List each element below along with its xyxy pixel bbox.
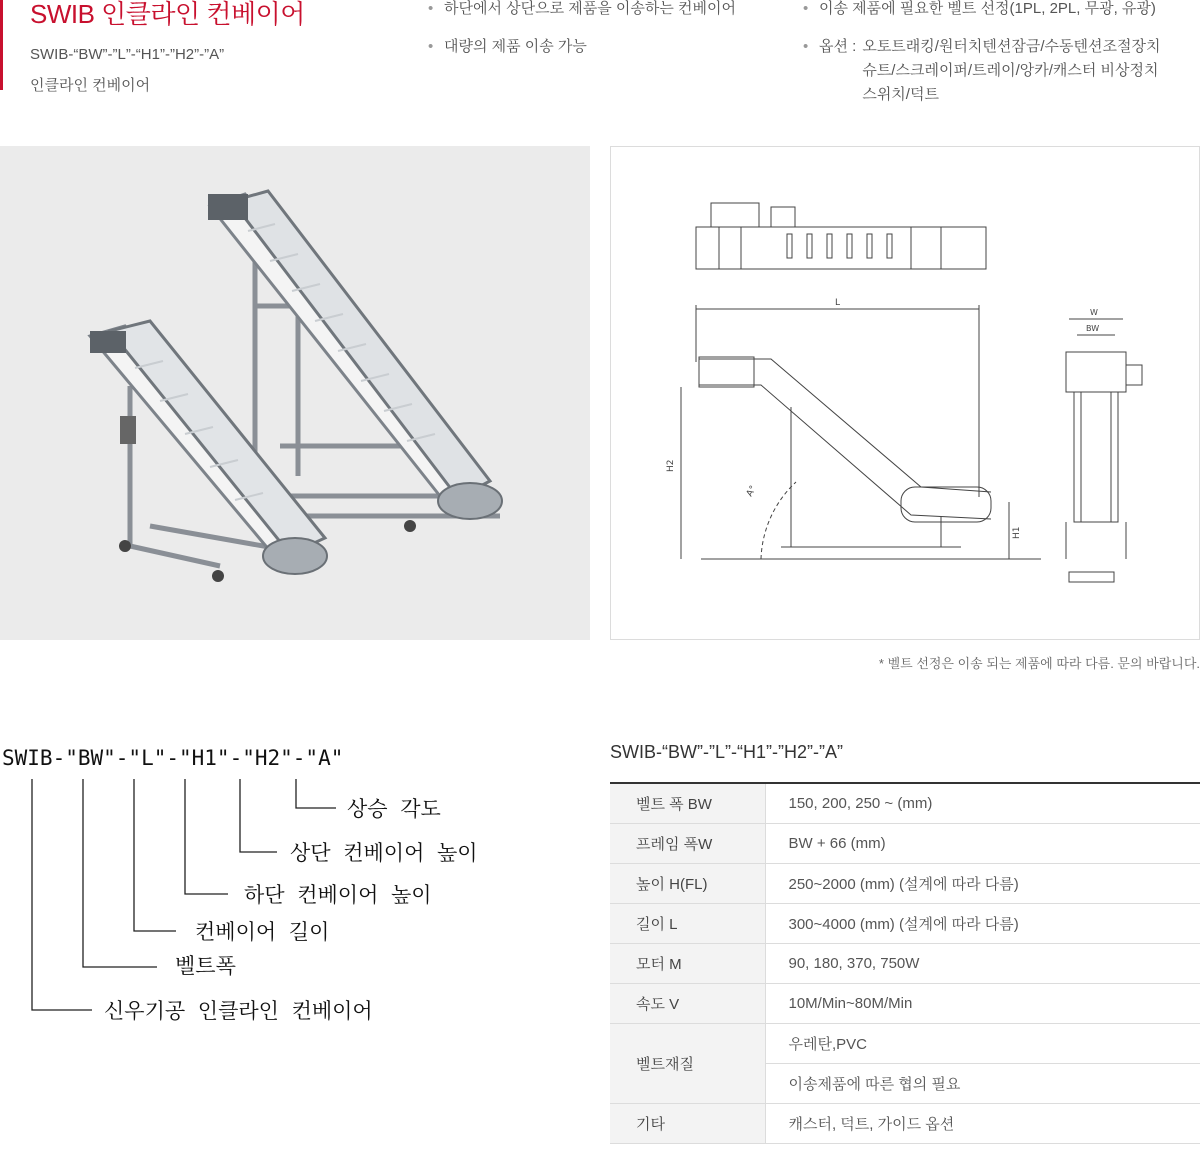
spec-table <box>610 782 1200 1144</box>
drawing-illustration <box>611 147 1199 639</box>
options-label: 옵션 : <box>819 38 857 55</box>
feature-list <box>428 0 768 73</box>
spec-label: 길이 L <box>610 904 765 944</box>
spec-label: 벨트재질 <box>610 1024 765 1104</box>
drawing-angle-label: A° <box>744 484 759 499</box>
spec-value: BW + 66 (mm) <box>765 824 1200 864</box>
conveyor-photo-illustration <box>0 146 590 640</box>
bullet-icon: • <box>803 0 809 17</box>
table-row <box>610 864 1200 904</box>
table-row <box>610 984 1200 1024</box>
label-rise-angle: 상승 각도 <box>347 797 441 821</box>
page-title: SWIB 인클라인 컨베이어 <box>30 0 305 29</box>
table-row <box>610 824 1200 864</box>
spec-value: 캐스터, 덕트, 가이드 옵션 <box>765 1104 1200 1144</box>
drawing-bw-label: BW <box>1086 324 1100 333</box>
label-conveyor-length: 컨베이어 길이 <box>195 920 330 944</box>
spec-title: SWIB-“BW”-”L”-“H1”-”H2”-”A” <box>610 742 843 762</box>
technical-drawing <box>610 146 1200 640</box>
diagram-code: SWIB-"BW"-"L"-"H1"-"H2"-"A" <box>2 746 344 770</box>
product-photo <box>0 146 590 640</box>
feature-text: 대량의 제품 이송 가능 <box>444 38 587 55</box>
product-name: 인클라인 컨베이어 <box>30 77 151 94</box>
drawing-l-label: L <box>835 298 841 308</box>
spec-value: 250~2000 (mm) (설계에 따라 다름) <box>765 864 1200 904</box>
table-row <box>610 1024 1200 1064</box>
drawing-w-label: W <box>1090 308 1098 317</box>
table-row <box>610 1104 1200 1144</box>
table-row <box>610 904 1200 944</box>
drawing-h1-label: H1 <box>1012 526 1022 539</box>
belt-selection-item <box>803 0 1198 21</box>
spec-label: 속도 V <box>610 984 765 1024</box>
belt-note: * 벨트 선정은 이송 되는 제품에 따라 다름. 문의 바랍니다. <box>878 656 1200 671</box>
label-upper-height: 상단 컨베이어 높이 <box>290 841 478 865</box>
spec-value: 10M/Min~80M/Min <box>765 984 1200 1024</box>
drawing-h2-label: H2 <box>666 459 676 472</box>
bullet-icon: • <box>803 38 809 55</box>
spec-value: 90, 180, 370, 750W <box>765 944 1200 984</box>
spec-value: 이송제품에 따른 협의 필요 <box>765 1064 1200 1104</box>
spec-label: 벨트 폭 BW <box>610 783 765 824</box>
spec-label: 높이 H(FL) <box>610 864 765 904</box>
table-row <box>610 783 1200 824</box>
feature-item <box>428 35 768 59</box>
table-row <box>610 944 1200 984</box>
spec-value: 우레탄,PVC <box>765 1024 1200 1064</box>
bullet-icon: • <box>428 38 434 55</box>
model-code: SWIB-“BW”-”L”-“H1”-”H2”-”A” <box>30 46 225 63</box>
feature-item <box>428 0 768 21</box>
option-list <box>803 0 1198 107</box>
options-line: 스위치/덕트 <box>862 86 939 103</box>
spec-label: 프레임 폭W <box>610 824 765 864</box>
code-breakdown-diagram <box>0 735 590 1035</box>
spec-value: 150, 200, 250 ~ (mm) <box>765 783 1200 824</box>
label-belt-width: 벨트폭 <box>175 954 236 978</box>
bullet-icon: • <box>428 0 434 17</box>
label-lower-height: 하단 컨베이어 높이 <box>244 883 432 907</box>
title-accent-bar <box>0 0 3 90</box>
options-line: 슈트/스크레이퍼/트레이/앙카/캐스터 비상정치 <box>862 62 1159 79</box>
label-manufacturer: 신우기공 인클라인 컨베이어 <box>104 999 373 1023</box>
spec-value: 300~4000 (mm) (설계에 따라 다름) <box>765 904 1200 944</box>
options-item <box>803 35 1198 107</box>
spec-label: 모터 M <box>610 944 765 984</box>
spec-label: 기타 <box>610 1104 765 1144</box>
feature-text: 하단에서 상단으로 제품을 이송하는 컨베이어 <box>444 0 736 17</box>
options-line: 오토트래킹/원터치텐션잠금/수동텐션조절장치 <box>862 38 1161 55</box>
belt-selection-text: 이송 제품에 필요한 벨트 선정(1PL, 2PL, 무광, 유광) <box>819 0 1156 17</box>
